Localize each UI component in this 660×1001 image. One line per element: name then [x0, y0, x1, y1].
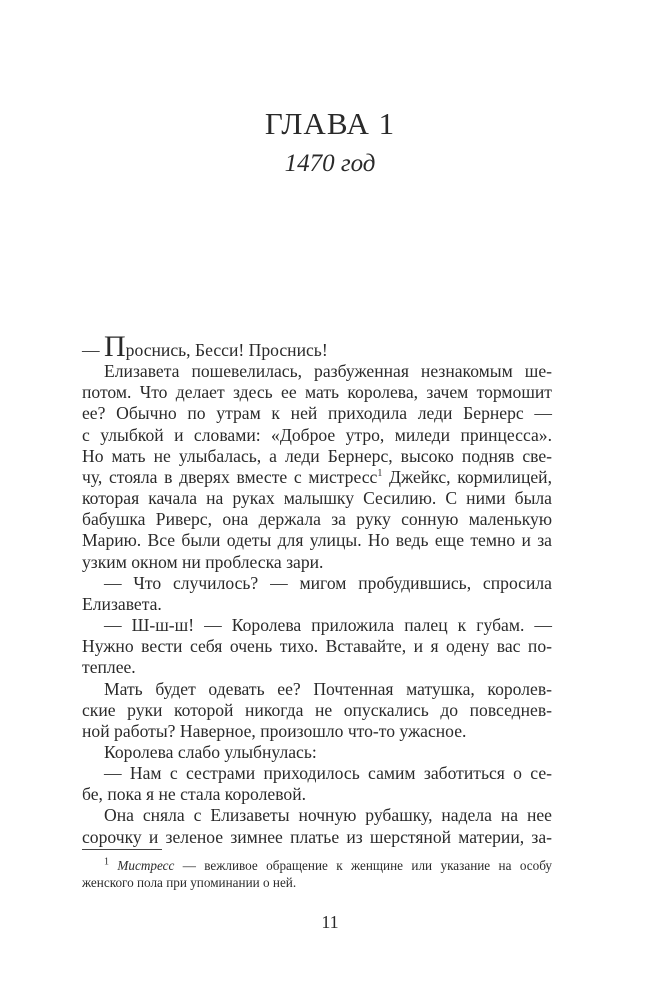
drop-cap: П	[104, 330, 126, 363]
footnote-text: — вежливое обращение к женщине или указание на особу	[174, 858, 553, 873]
text-line: Королева слабо улыбнулась:	[104, 741, 317, 762]
text-line: Она сняла с Елизаветы ночную рубашку, надела на нее	[104, 805, 552, 826]
text-line: бабушка Риверс, она держала за руку сонную маленькую	[82, 509, 552, 530]
text-line: чу, стояла в дверях вместе с мистресс$^1$ Джейкс, кормилицей,	[82, 466, 552, 487]
footnote	[82, 857, 552, 891]
opening-dash: —	[82, 340, 104, 360]
footnote-ref: 1	[377, 468, 383, 480]
text-line: — Что случилось? — мигом пробудившись, спросила	[104, 572, 552, 593]
text-line: Но мать не улыбалась, а леди Бернерс, высоко подняв све-	[82, 445, 552, 466]
footnote-rule	[82, 849, 162, 850]
page-number: 11	[321, 912, 339, 932]
text-line: которая качала на руках малышку Сесилию. С ними была	[82, 488, 552, 509]
chapter-subtitle: 1470 год	[284, 150, 376, 177]
text-line: Елизавета пошевелилась, разбуженная незнакомым ше-	[104, 361, 552, 382]
body-text	[82, 330, 552, 848]
text-line: — Нам с сестрами приходилось самим заботиться о се-	[104, 763, 552, 784]
text-line: Марию. Все были одеты для улицы. Но ведь еще темно и за	[82, 530, 552, 551]
footnote-term: Мистресс	[117, 858, 175, 873]
text-line: бе, пока я не стала королевой.	[82, 784, 307, 805]
text-line: с улыбкой и словами: «Доброе утро, миледи принцесса».	[82, 424, 552, 445]
text-line: ной работы? Наверное, произошло что-то ужасное.	[82, 720, 467, 741]
footnote-marker: 1	[104, 856, 109, 868]
text-line: теплее.	[82, 657, 136, 678]
text-line: — Ш-ш-ш! — Королева приложила палец к губам. —	[104, 615, 552, 636]
text-line: ее? Обычно по утрам к ней приходила леди Бернерс —	[82, 403, 552, 424]
footnote-line	[82, 857, 552, 874]
text-line: Мать будет одевать ее? Почтенная матушка, королев-	[104, 678, 552, 699]
text-line: потом. Что делает здесь ее мать королева, зачем тормошит	[82, 382, 552, 403]
text-line: Елизавета.	[82, 593, 162, 614]
text-line: Нужно вести себя очень тихо. Вставайте, и я одену вас по-	[82, 636, 552, 657]
text-line: узким окном ни проблеска зари.	[82, 551, 324, 572]
text-line: ские руки которой никогда не опускались до повседнев-	[82, 699, 552, 720]
text-line: сорочку и зеленое зимнее платье из шерстяной материи, за-	[82, 826, 552, 847]
chapter-title: ГЛАВА 1	[264, 106, 396, 141]
opening-text: роснись, Бесси! Проснись!	[125, 340, 328, 360]
footnote-line: женского пола при упоминании о ней.	[82, 875, 297, 890]
opening-line	[82, 330, 552, 363]
